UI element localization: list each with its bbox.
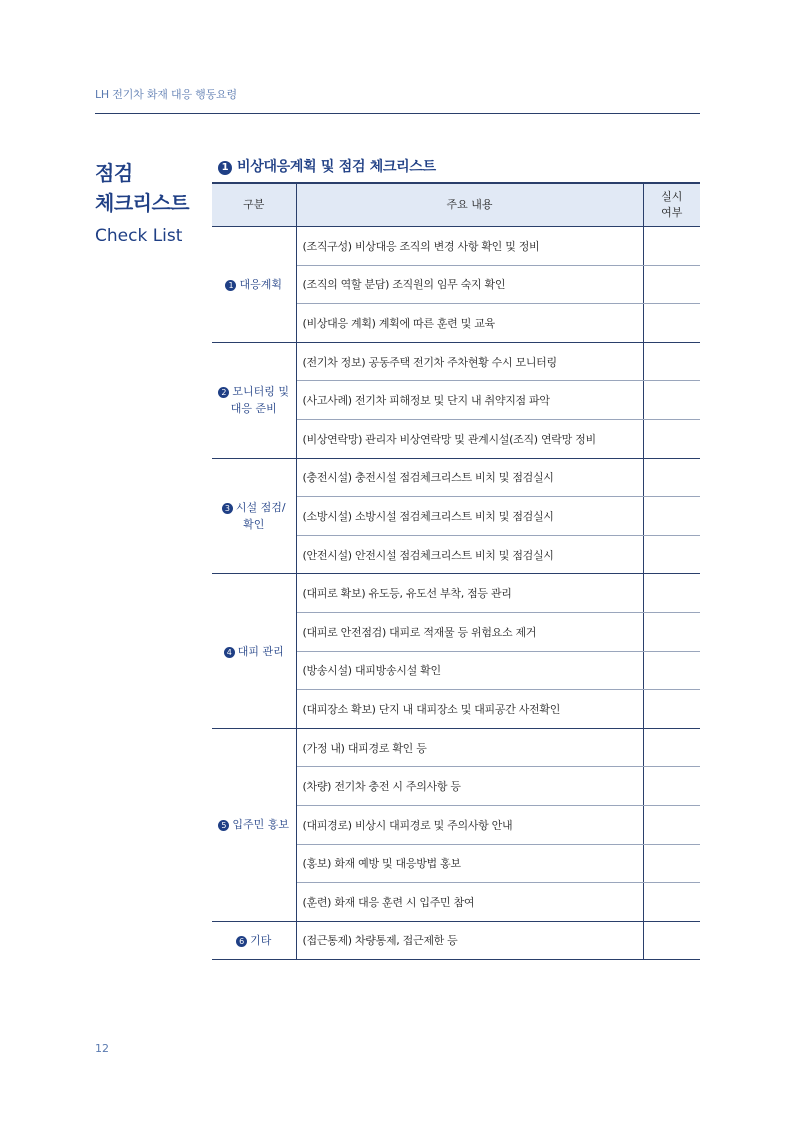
- category-cell: [212, 921, 296, 960]
- category-label: 모니터링 및: [232, 385, 290, 399]
- checklist-item: (비상연락망) 관리자 비상연락망 및 관계시설(조직) 연락망 정비: [296, 419, 643, 458]
- checklist-item: (비상대응 계획) 계획에 따른 훈련 및 교육: [296, 304, 643, 343]
- checklist-item: (접근통제) 차량통제, 접근제한 등: [296, 921, 643, 960]
- done-checkbox-cell[interactable]: [643, 651, 700, 690]
- checklist-item: (홍보) 화재 예방 및 대응방법 홍보: [296, 844, 643, 883]
- done-checkbox-cell[interactable]: [643, 535, 700, 574]
- category-label: 기타: [250, 933, 272, 947]
- section-title: [218, 156, 436, 176]
- checklist-item: (차량) 전기차 충전 시 주의사항 등: [296, 767, 643, 806]
- checklist-item: (안전시설) 안전시설 점검체크리스트 비치 및 점검실시: [296, 535, 643, 574]
- done-checkbox-cell[interactable]: [643, 342, 700, 381]
- category-number-badge: 5: [218, 820, 229, 831]
- header-done-line1: 실시: [661, 190, 683, 203]
- done-checkbox-cell[interactable]: [643, 265, 700, 304]
- done-checkbox-cell[interactable]: [643, 728, 700, 767]
- section-number-badge: 1: [218, 161, 232, 175]
- header-rule: [95, 113, 700, 114]
- category-number-badge: 2: [218, 387, 229, 398]
- table-row: [212, 921, 700, 960]
- checklist-item: (대피장소 확보) 단지 내 대피장소 및 대피공간 사전확인: [296, 690, 643, 729]
- header-content: 주요 내용: [296, 183, 643, 227]
- category-number-badge: 6: [236, 936, 247, 947]
- category-number-badge: 1: [225, 280, 236, 291]
- table-header-row: [212, 183, 700, 227]
- side-title-english: Check List: [95, 226, 183, 246]
- section-title-text: 비상대응계획 및 점검 체크리스트: [237, 159, 436, 175]
- table-body: [212, 227, 700, 960]
- category-cell: [212, 342, 296, 458]
- checklist-item: (사고사례) 전기차 피해정보 및 단지 내 취약지점 파악: [296, 381, 643, 420]
- checklist-item: (훈련) 화재 대응 훈련 시 입주민 참여: [296, 883, 643, 922]
- category-label-line2: 대응 준비: [230, 402, 277, 416]
- table-row: [212, 574, 700, 613]
- done-checkbox-cell[interactable]: [643, 304, 700, 343]
- category-label: 입주민 홍보: [232, 818, 290, 832]
- done-checkbox-cell[interactable]: [643, 690, 700, 729]
- done-checkbox-cell[interactable]: [643, 458, 700, 497]
- category-label: 대응계획: [239, 277, 282, 291]
- checklist-item: (충전시설) 충전시설 점검체크리스트 비치 및 점검실시: [296, 458, 643, 497]
- done-checkbox-cell[interactable]: [643, 883, 700, 922]
- header-category: 구분: [212, 183, 296, 227]
- checklist-item: (전기차 정보) 공동주택 전기차 주차현황 수시 모니터링: [296, 342, 643, 381]
- side-title: [95, 158, 189, 250]
- page-number: 12: [95, 1042, 109, 1055]
- category-label: 대피 관리: [237, 644, 284, 658]
- category-label: 시설 점검/: [235, 500, 286, 514]
- checklist-item: (대피로 안전점검) 대피로 적재물 등 위험요소 제거: [296, 612, 643, 651]
- side-title-line1: 점검: [95, 161, 133, 185]
- checklist-item: (가정 내) 대피경로 확인 등: [296, 728, 643, 767]
- header-done: [643, 183, 700, 227]
- done-checkbox-cell[interactable]: [643, 921, 700, 960]
- checklist-table: [212, 182, 700, 960]
- running-header: LH 전기차 화재 대응 행동요령: [95, 88, 237, 101]
- side-title-line2: 체크리스트: [95, 191, 190, 215]
- table-row: [212, 458, 700, 497]
- table-row: [212, 227, 700, 266]
- category-number-badge: 4: [224, 647, 235, 658]
- checklist-item: (대피로 확보) 유도등, 유도선 부착, 점등 관리: [296, 574, 643, 613]
- done-checkbox-cell[interactable]: [643, 497, 700, 536]
- done-checkbox-cell[interactable]: [643, 381, 700, 420]
- checklist-item: (조직구성) 비상대응 조직의 변경 사항 확인 및 정비: [296, 227, 643, 266]
- category-cell: [212, 458, 296, 574]
- category-number-badge: 3: [222, 503, 233, 514]
- done-checkbox-cell[interactable]: [643, 805, 700, 844]
- table-row: [212, 342, 700, 381]
- done-checkbox-cell[interactable]: [643, 612, 700, 651]
- checklist-item: (방송시설) 대피방송시설 확인: [296, 651, 643, 690]
- done-checkbox-cell[interactable]: [643, 767, 700, 806]
- category-cell: [212, 574, 296, 728]
- category-cell: [212, 728, 296, 921]
- checklist-item: (조직의 역할 분담) 조직원의 임무 숙지 확인: [296, 265, 643, 304]
- checklist-item: (대피경로) 비상시 대피경로 및 주의사항 안내: [296, 805, 643, 844]
- checklist-item: (소방시설) 소방시설 점검체크리스트 비치 및 점검실시: [296, 497, 643, 536]
- done-checkbox-cell[interactable]: [643, 419, 700, 458]
- category-cell: [212, 227, 296, 343]
- done-checkbox-cell[interactable]: [643, 844, 700, 883]
- category-label-line2: 확인: [243, 517, 265, 531]
- done-checkbox-cell[interactable]: [643, 574, 700, 613]
- header-done-line2: 여부: [661, 206, 683, 219]
- table-row: [212, 728, 700, 767]
- done-checkbox-cell[interactable]: [643, 227, 700, 266]
